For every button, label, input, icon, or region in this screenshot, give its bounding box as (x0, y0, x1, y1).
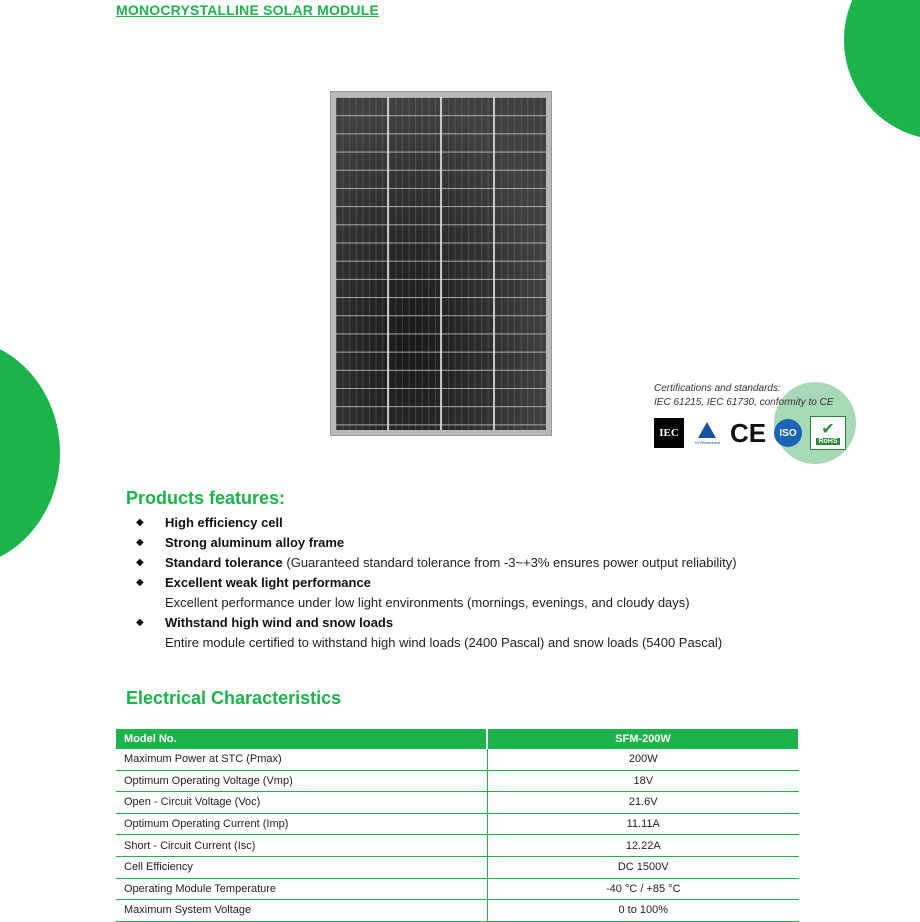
spec-value: 0 to 100% (487, 900, 799, 922)
table-row (116, 900, 799, 922)
rohs-logo-text: RoHS (818, 437, 838, 445)
tuv-logo-icon (688, 418, 726, 448)
feature-title: Excellent weak light performance (165, 575, 371, 590)
spec-value: 21.6V (487, 792, 799, 814)
feature-title: Standard tolerance (165, 555, 283, 570)
feature-item (136, 513, 836, 533)
document-title: MONOCRYSTALLINE SOLAR MODULE (116, 2, 380, 18)
spec-value: -40 °C / +85 °C (487, 878, 799, 900)
spec-label: Operating Module Temperature (116, 878, 487, 900)
ce-logo-text: CE (729, 417, 767, 448)
table-row (116, 749, 799, 770)
table-row (116, 813, 799, 835)
diamond-bullet-icon: ◆ (136, 577, 144, 588)
table-header-label: Model No. (116, 729, 487, 749)
table-row (116, 792, 799, 814)
solar-panel-cells (336, 97, 546, 430)
spec-label: Optimum Operating Voltage (Vmp) (116, 770, 487, 792)
spec-value: 18V (487, 770, 799, 792)
spec-value: 11.11A (487, 813, 799, 835)
spec-label: Short - Circuit Current (Isc) (116, 835, 487, 857)
electrical-table (116, 729, 800, 922)
feature-subtext: Excellent performance under low light environments (mornings, evenings, and cloudy days) (165, 595, 690, 610)
rohs-logo-icon: ✔ RoHS (810, 416, 846, 450)
features-heading: Products features: (126, 488, 286, 508)
table-row (116, 878, 799, 900)
spec-value: DC 1500V (487, 856, 799, 878)
spec-value: 200W (487, 749, 799, 770)
decorative-circle-left (0, 338, 60, 568)
electrical-heading: Electrical Characteristics (126, 688, 342, 708)
spec-label: Optimum Operating Current (Imp) (116, 813, 487, 835)
diamond-bullet-icon: ◆ (136, 537, 144, 548)
feature-title: Withstand high wind and snow loads (165, 615, 394, 630)
feature-title: High efficiency cell (165, 515, 283, 530)
table-row (116, 856, 799, 878)
table-header-row (116, 729, 799, 749)
certifications-title: Certifications and standards: (654, 383, 781, 394)
spec-label: Maximum System Voltage (116, 900, 487, 922)
feature-item (136, 613, 836, 653)
diamond-bullet-icon: ◆ (136, 617, 144, 628)
feature-detail: (Guaranteed standard tolerance from -3~+3% ensures power output reliability) (282, 555, 737, 570)
feature-subtext: Entire module certified to withstand high wind loads (2400 Pascal) and snow loads (5400 Pascal) (165, 635, 723, 650)
solar-panel-image (330, 91, 552, 436)
spec-value: 12.22A (487, 835, 799, 857)
iso-logo-icon (773, 418, 803, 448)
spec-label: Maximum Power at STC (Pmax) (116, 749, 487, 770)
feature-item (136, 573, 836, 613)
features-list (136, 513, 836, 653)
certifications-list: IEC 61215, IEC 61730, conformity to CE (654, 397, 834, 408)
table-row (116, 770, 799, 792)
feature-title: Strong aluminum alloy frame (165, 535, 345, 550)
spec-label: Open - Circuit Voltage (Voc) (116, 792, 487, 814)
table-row (116, 835, 799, 857)
diamond-bullet-icon: ◆ (136, 557, 144, 568)
ce-logo-icon (728, 418, 768, 448)
iso-logo-text: ISO (779, 427, 797, 439)
feature-item (136, 533, 836, 553)
decorative-circle-top-right (844, 0, 920, 140)
diamond-bullet-icon: ◆ (136, 517, 144, 528)
iec-logo-icon (654, 418, 684, 448)
spec-label: Cell Efficiency (116, 856, 487, 878)
feature-item (136, 553, 836, 573)
iec-logo-text: IEC (659, 427, 679, 439)
table-header-value: SFM-200W (487, 729, 799, 749)
tuv-logo-text: TÜVRheinland (693, 439, 720, 445)
